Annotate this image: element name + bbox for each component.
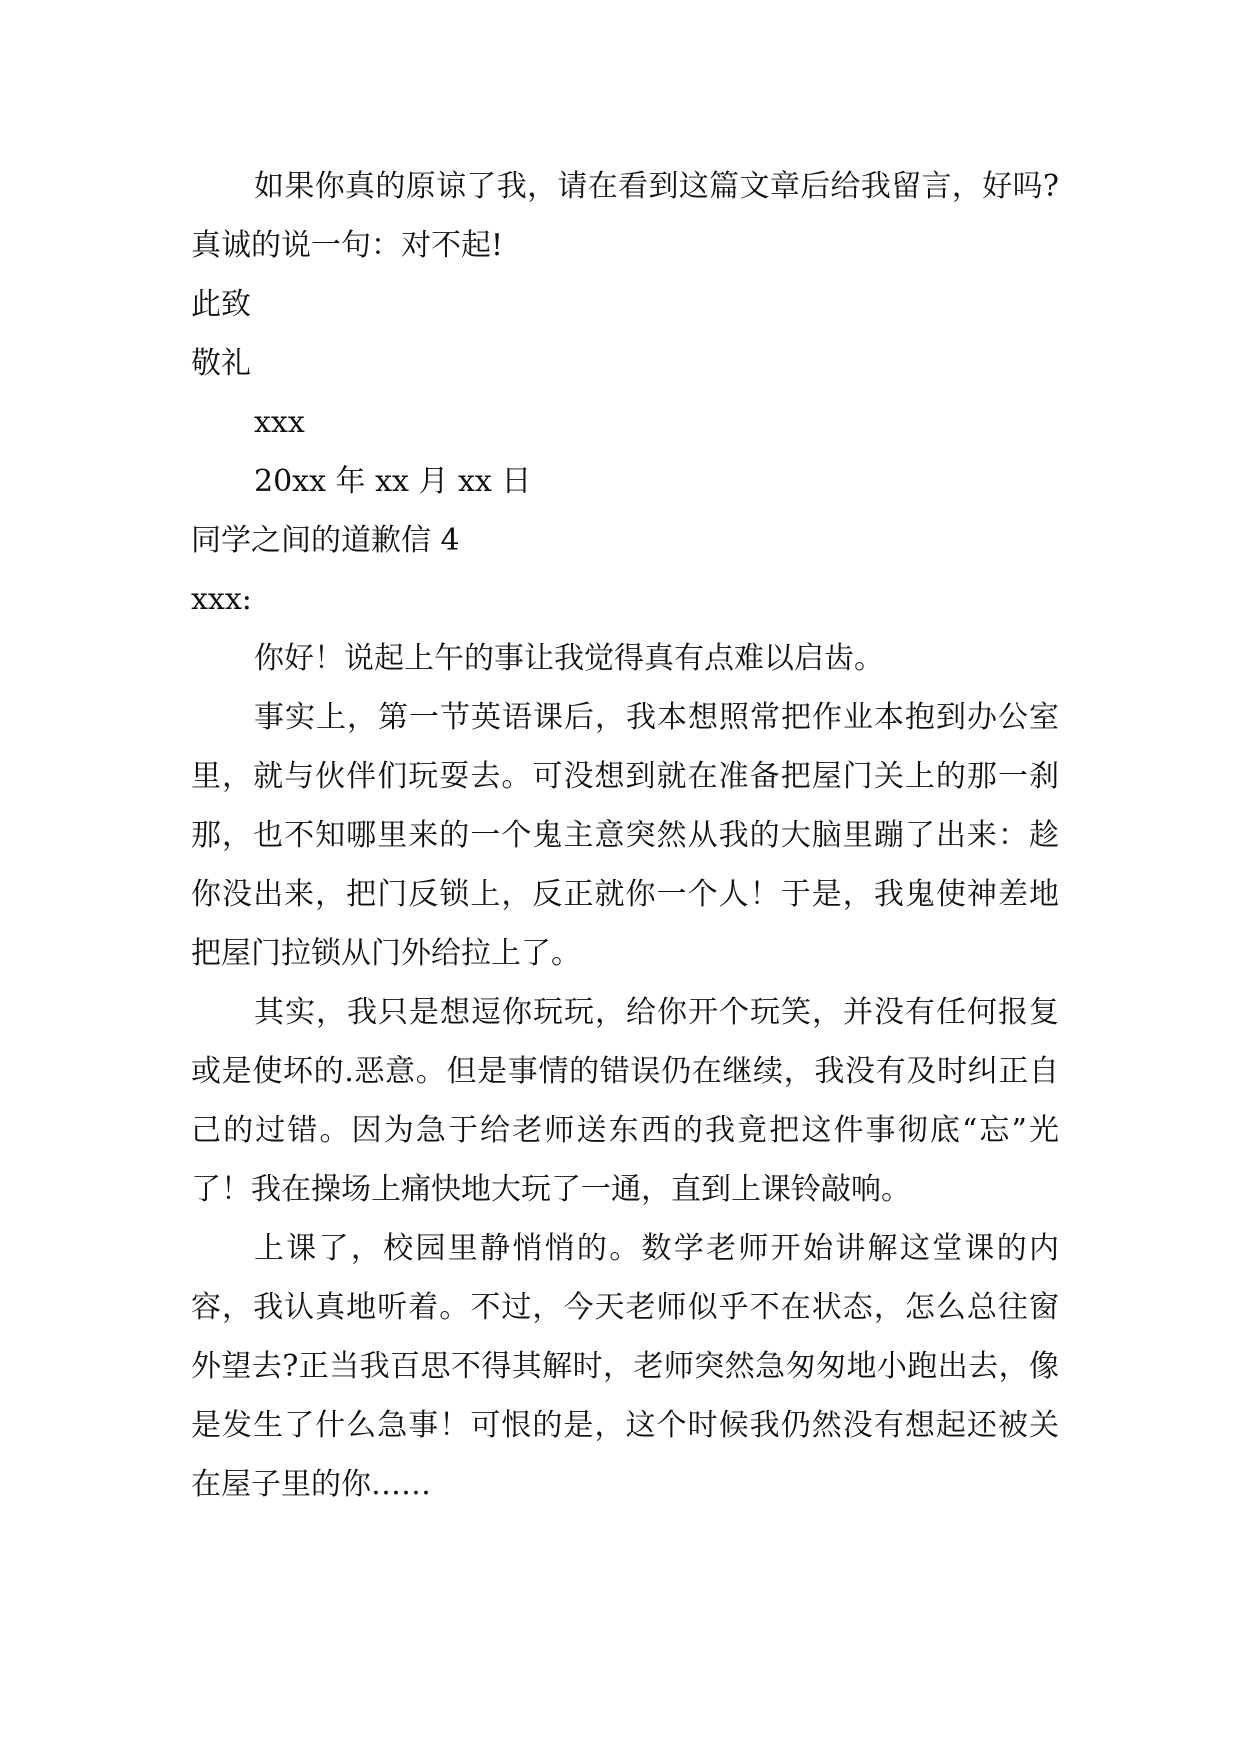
closing-line-1: 此致 [191, 287, 251, 322]
letter-body [191, 157, 1059, 1514]
date-line: 20xx 年 xx 月 xx 日 [254, 464, 532, 499]
signature: xxx [254, 405, 305, 440]
paragraph-class: 上课了，校园里静悄悄的。数学老师开始讲解这堂课的内容，我认真地听着。不过，今天老师似乎不在状态，怎么总往窗外望去?正当我百思不得其解时，老师突然急匆匆地小跑出去，像是发生了什么急事！可恨的是，这个时候我仍然没有想起还被关在屋子里的你…… [191, 1231, 1059, 1502]
paragraph-fact: 事实上，第一节英语课后，我本想照常把作业本抱到办公室里，就与伙伴们玩耍去。可没想到就在准备把屋门关上的那一刹那，也不知哪里来的一个鬼主意突然从我的大脑里蹦了出来：趁你没出来，把门反锁上，反正就你一个人！于是，我鬼使神差地把屋门拉锁从门外给拉上了。 [191, 700, 1059, 971]
paragraph-forgive: 如果你真的原谅了我，请在看到这篇文章后给我留言，好吗?真诚的说一句：对不起! [191, 169, 1059, 263]
closing-line-2: 敬礼 [191, 346, 251, 381]
salutation: xxx: [191, 582, 252, 617]
section-title: 同学之间的道歉信 4 [191, 523, 460, 558]
paragraph-actually: 其实，我只是想逗你玩玩，给你开个玩笑，并没有任何报复或是使坏的.恶意。但是事情的错误仍在继续，我没有及时纠正自己的过错。因为急于给老师送东西的我竟把这件事彻底“忘”光了！我在操场上痛快地大玩了一通，直到上课铃敲响。 [191, 995, 1059, 1207]
paragraph-greeting: 你好！说起上午的事让我觉得真有点难以启齿。 [254, 641, 884, 676]
